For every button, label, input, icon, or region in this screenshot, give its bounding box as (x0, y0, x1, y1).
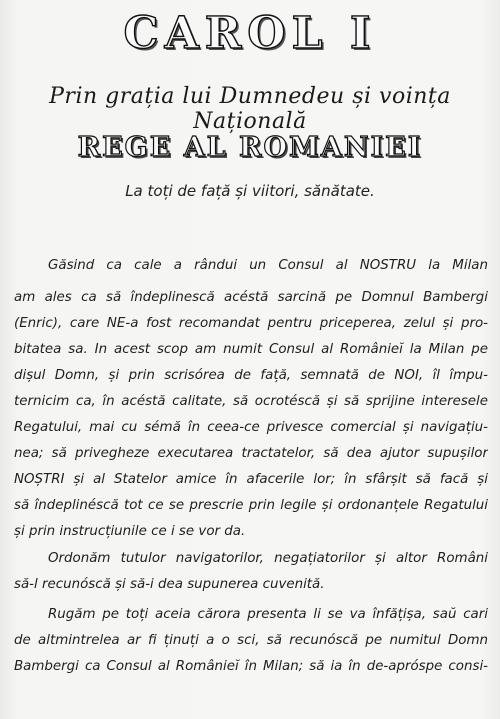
body-line: (Enric), care NE-a fost recomandat pentru priceperea, zelul și pro- (14, 316, 488, 331)
body-line: să îndeplinéscă tot ce se prescrie prin legile și ordonanțele Regatului (14, 498, 488, 513)
body-line: Bambergi ca Consul al Românieĭ în Milan; să ia în de-apróspe consi- (14, 659, 488, 674)
body-line: NOȘTRI și al Statelor amice în afacerile lor; în sfârșit să facă și (14, 472, 488, 487)
body-line: am ales ca să îndeplinescă acéstă sarcină pe Domnul Bambergi (14, 290, 488, 305)
body-line: dișul Domn, și prin scrisórea de față, semnată de NOI, îl împu- (14, 368, 488, 383)
body-line: Găsind ca cale a rândui un Consul al NOSTRU la Milan (48, 258, 488, 273)
king-title: REGE AL ROMANIEI (77, 132, 423, 163)
body-line: bitatea sa. In acest scop am numit Consul al Românieĭ la Milan pe (14, 342, 488, 357)
page-subtitle: Prin grația lui Dumnedeu și voința Națională (49, 84, 451, 134)
body-line: ternicim ca, în acéstă calitate, să ocrotéscă și să sprijine interesele (14, 394, 488, 409)
body-line: Ordonăm tutulor navigatorilor, negațiatorilor și altor Români (48, 551, 488, 566)
salutation: La toți de față și viitori, sănătate. (125, 182, 375, 200)
body-line: de altmintrelea ar fi ținuți a o sci, să recunóscă pe numitul Domn (14, 633, 488, 648)
body-line: Regatului, mai cu sémă în ceea-ce privesce comercial și navigațiu- (14, 420, 488, 435)
body-line: și prin instrucțiunile ce i se vor da. (14, 524, 246, 539)
body-line: să-l recunóscă și să-i dea supunerea cuvenită. (14, 577, 325, 592)
body-line: Rugăm pe toți aceia cărora presenta li se va înfățișa, saŭ cari (48, 607, 488, 622)
page-title: CAROL I (123, 8, 377, 59)
body-line: nea; să privegheze executarea tractatelor, să dea ajutor supușilor (14, 446, 488, 461)
